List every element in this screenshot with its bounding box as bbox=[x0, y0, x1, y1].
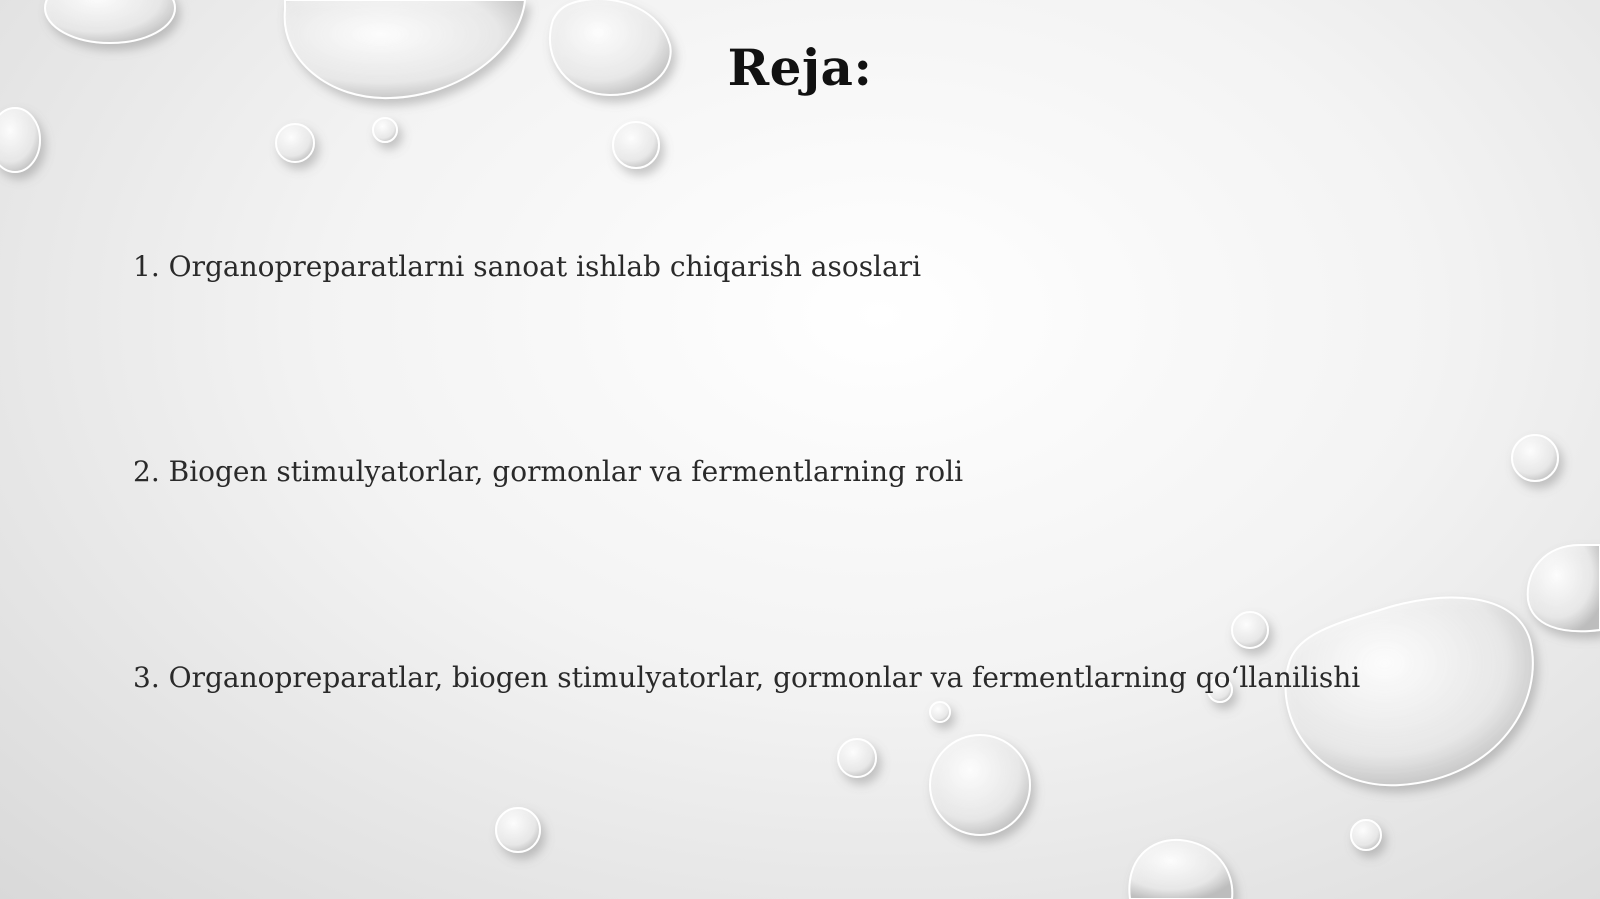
list-item: 1. Organopreparatlarni sanoat ishlab chiqarish asoslari bbox=[133, 250, 922, 283]
list-item: 3. Organopreparatlar, biogen stimulyatorlar, gormonlar va fermentlarning qoʻllanilishi bbox=[133, 661, 1361, 694]
slide-title: Reja: bbox=[727, 38, 873, 97]
list-item: 2. Biogen stimulyatorlar, gormonlar va fermentlarning roli bbox=[133, 455, 964, 488]
